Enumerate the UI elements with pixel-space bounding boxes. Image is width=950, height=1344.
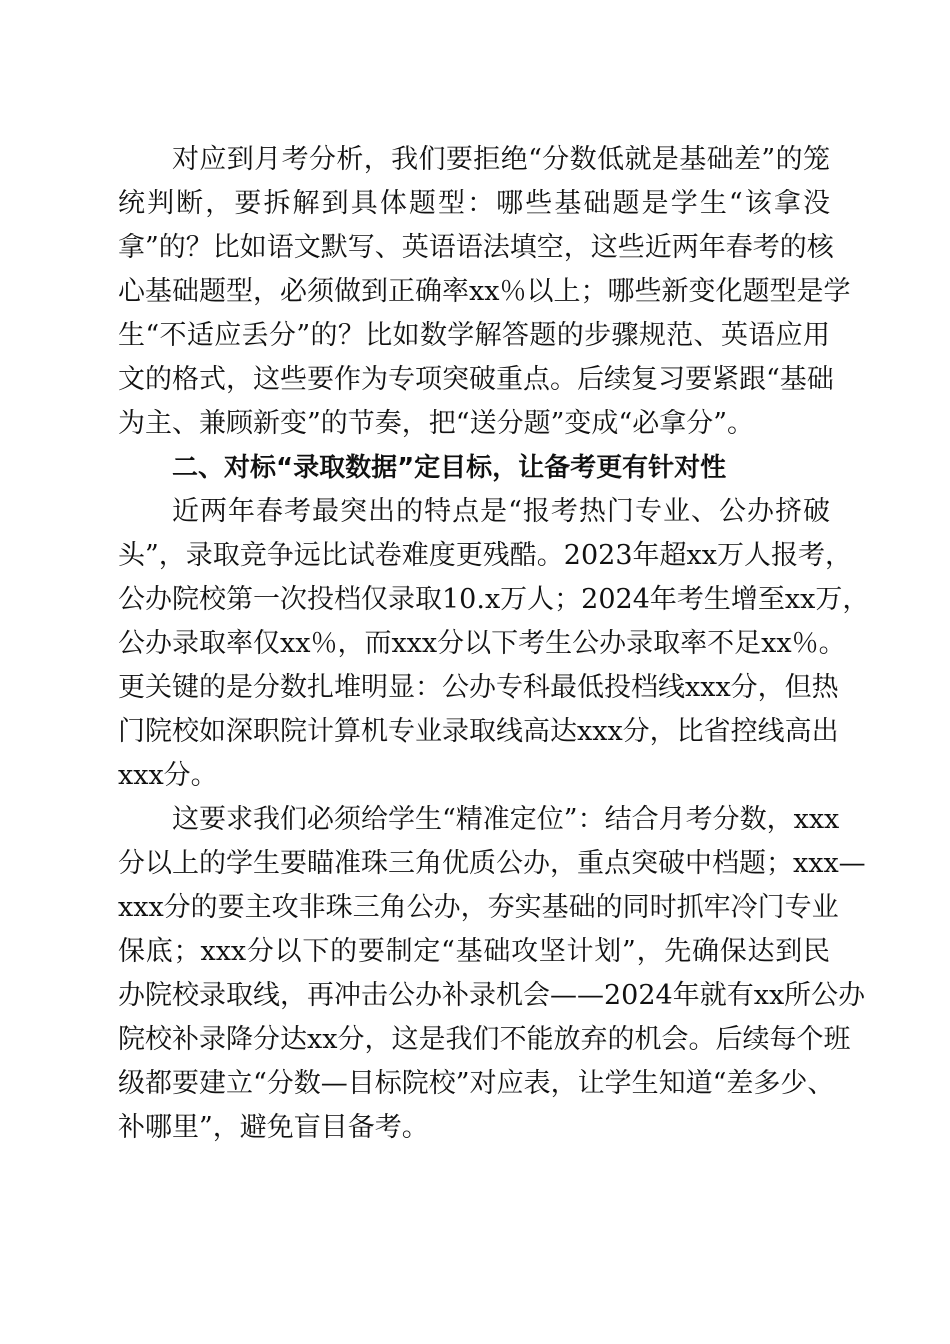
text-line: 补哪里”，避免盲目备考。 <box>118 1112 429 1143</box>
text-line: 为主、兼顾新变”的节奏，把“送分题”变成“必拿分”。 <box>118 408 755 439</box>
text-line: 统判断，要拆解到具体题型：哪些基础题是学生“该拿没 <box>118 188 830 219</box>
text-line: 心基础题型，必须做到正确率xx％以上；哪些新变化题型是学 <box>118 276 851 307</box>
text-line: 这要求我们必须给学生“精准定位”：结合月考分数，xxx <box>172 804 840 835</box>
text-line: 近两年春考最突出的特点是“报考热门专业、公办挤破 <box>172 496 830 527</box>
text-line: xxx分的要主攻非珠三角公办，夯实基础的同时抓牢冷门专业 <box>118 892 839 923</box>
text-line: 头”，录取竞争远比试卷难度更残酷。2023年超xx万人报考， <box>118 540 852 571</box>
text-line: 级都要建立“分数—目标院校”对应表，让学生知道“差多少、 <box>118 1068 835 1099</box>
text-line: 生“不适应丢分”的？比如数学解答题的步骤规范、英语应用 <box>118 320 830 351</box>
text-line: 办院校录取线，再冲击公办补录机会——2024年就有xx所公办 <box>118 980 866 1011</box>
document-body <box>118 138 870 1150</box>
section-heading-text: 二、对标“录取数据”定目标，让备考更有针对性 <box>172 453 727 483</box>
paragraph-month-exam-analysis <box>118 138 851 446</box>
text-line: 公办录取率仅xx％，而xxx分以下考生公办录取率不足xx％。 <box>118 628 846 659</box>
text-line: 公办院校第一次投档仅录取10.x万人；2024年考生增至xx万， <box>118 584 870 615</box>
paragraph-admission-data <box>118 490 870 798</box>
text-line: 门院校如深职院计算机专业录取线高达xxx分，比省控线高出 <box>118 716 839 747</box>
text-line: 保底；xxx分以下的要制定“基础攻坚计划”，先确保达到民 <box>118 936 830 967</box>
text-line: 更关键的是分数扎堆明显：公办专科最低投档线xxx分，但热 <box>118 672 839 703</box>
text-line: 拿”的？比如语文默写、英语语法填空，这些近两年春考的核 <box>118 232 834 263</box>
text-line: 文的格式，这些要作为专项突破重点。后续复习要紧跟“基础 <box>118 364 834 395</box>
text-line: xxx分。 <box>118 760 218 791</box>
text-line: 院校补录降分达xx分，这是我们不能放弃的机会。后续每个班 <box>118 1024 851 1055</box>
paragraph-precise-positioning <box>118 798 866 1150</box>
section-heading <box>118 446 830 490</box>
text-line: 分以上的学生要瞄准珠三角优质公办，重点突破中档题；xxx— <box>118 848 866 879</box>
text-line: 对应到月考分析，我们要拒绝“分数低就是基础差”的笼 <box>172 144 830 175</box>
